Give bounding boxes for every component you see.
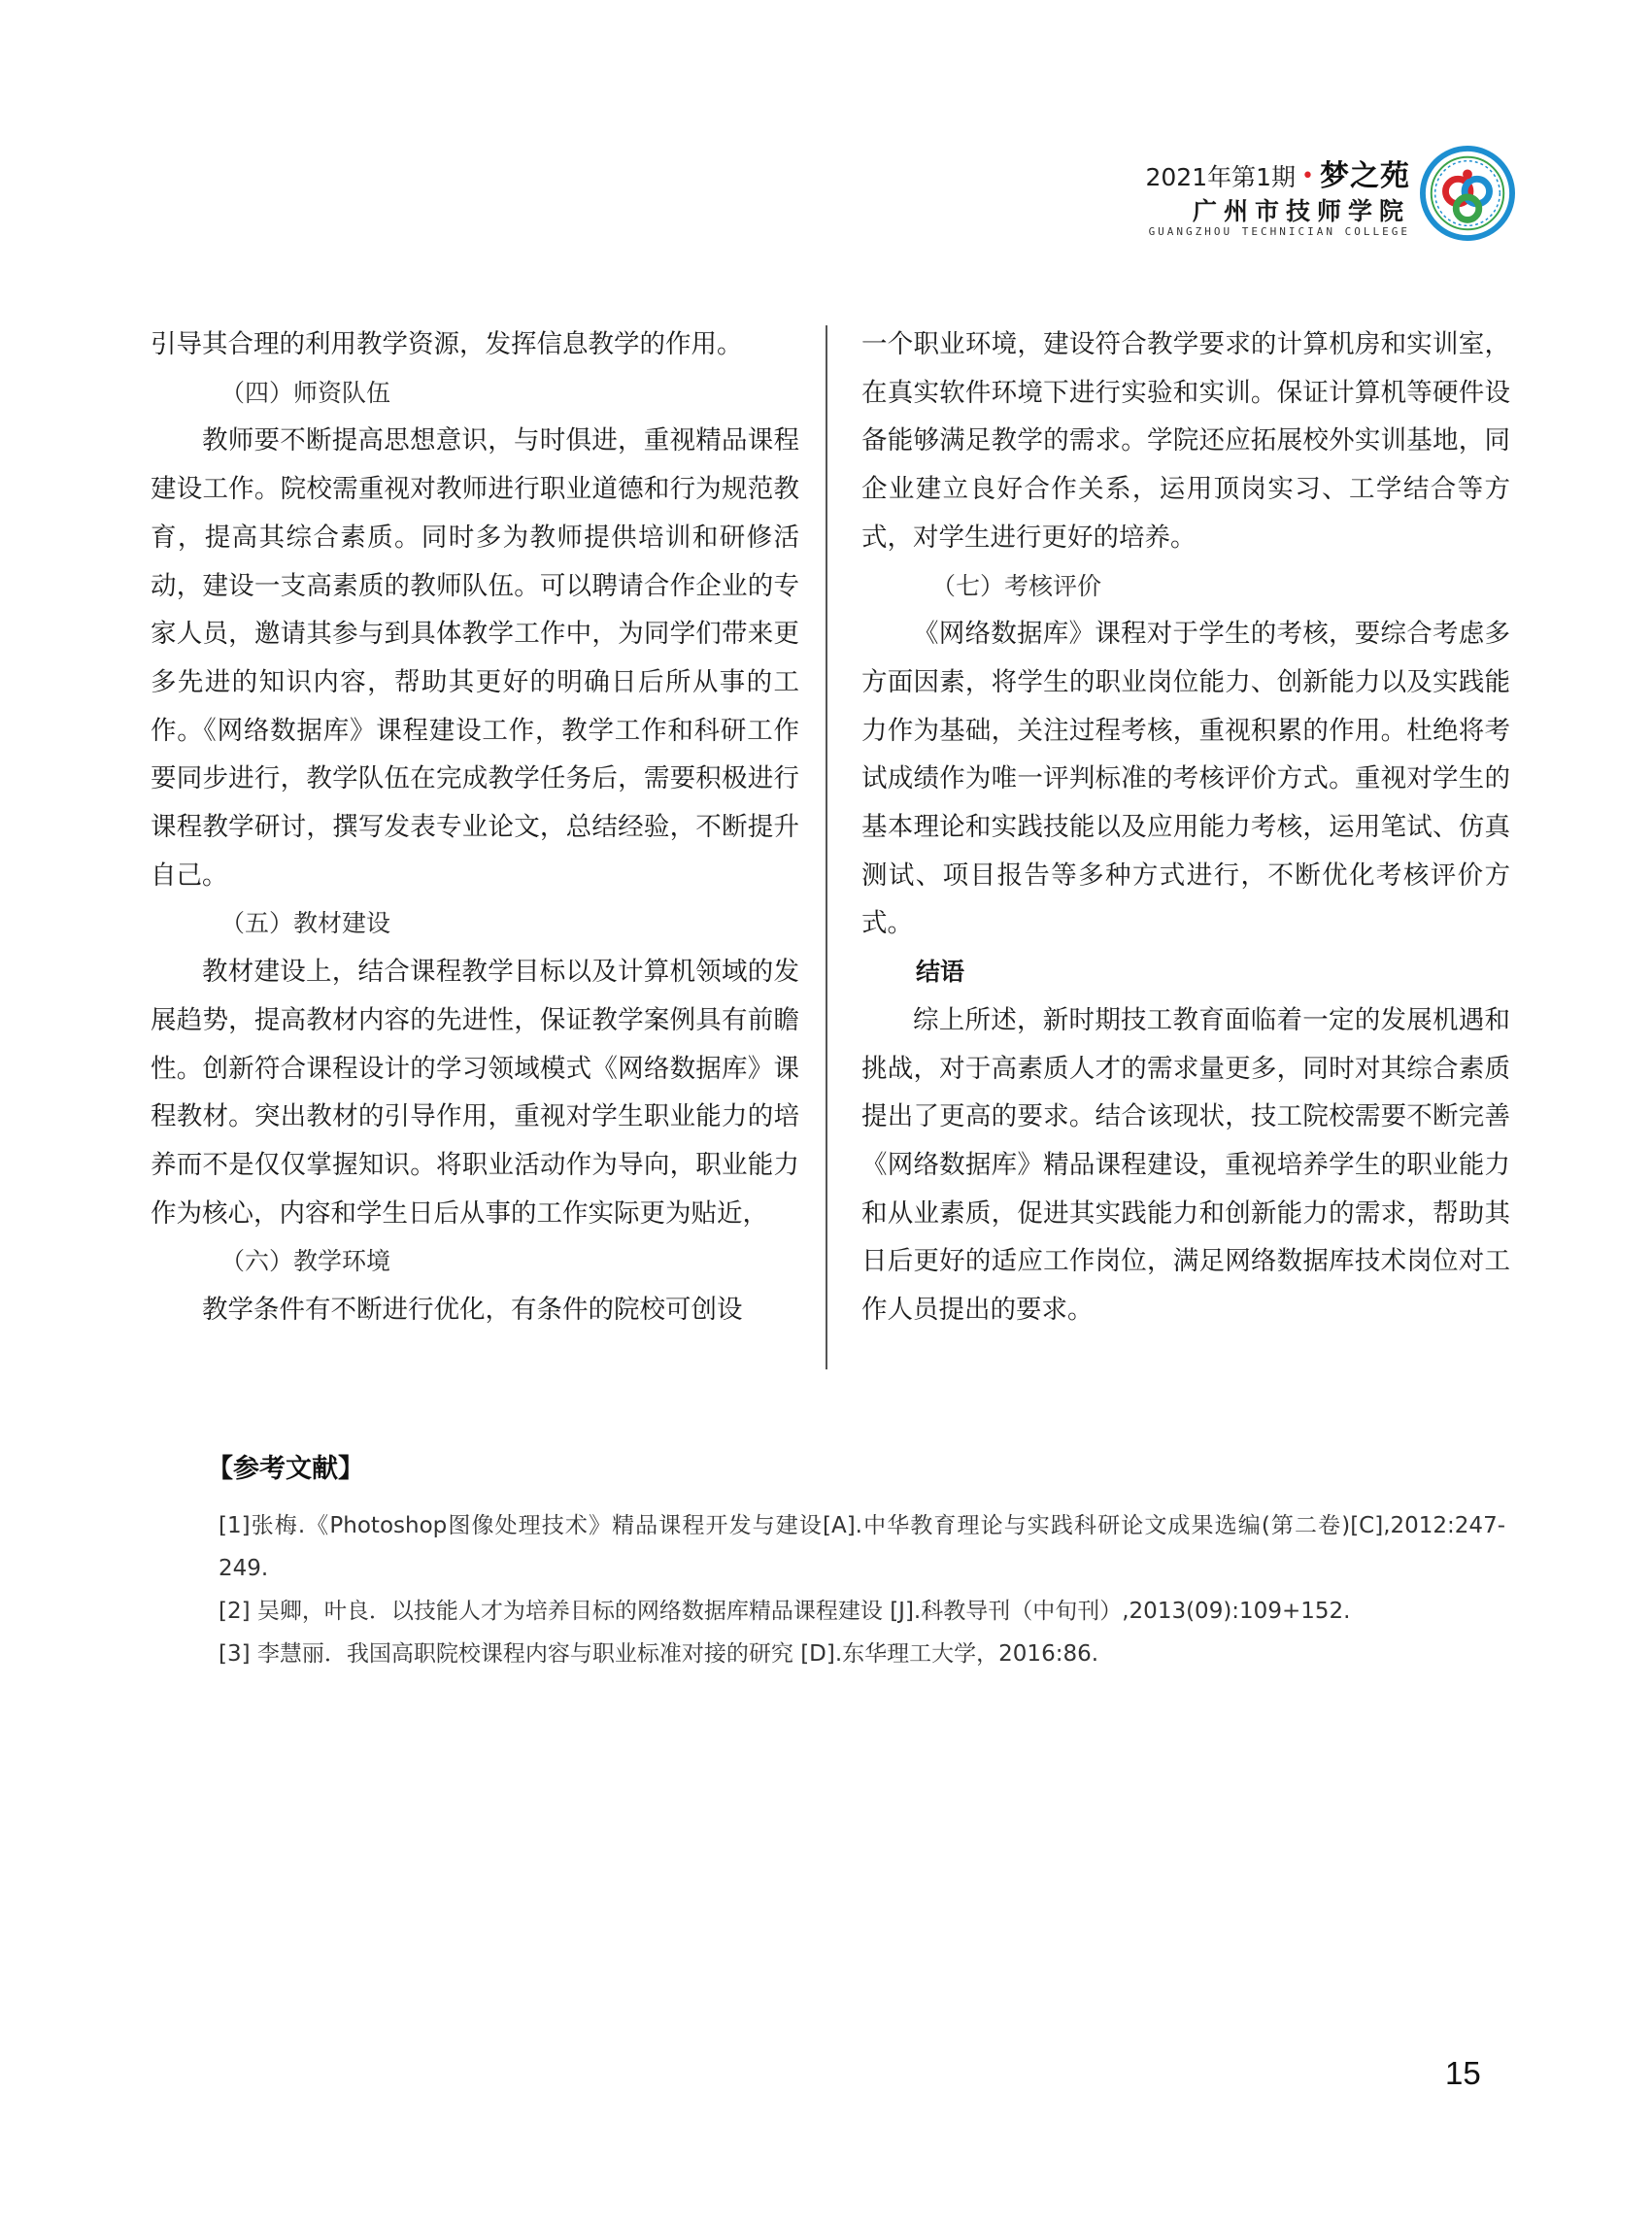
section-heading-6: （六）教学环境 bbox=[220, 1247, 391, 1276]
paragraph: 《网络数据库》课程对于学生的考核，要综合考虑多方面因素，将学生的职业岗位能力、创新能力以及实践能力作为基础，关注过程考核，重视积累的作用。杜绝将考试成绩作为唯一评判标准的考核评价方式。重视对学生的基本理论和实践技能以及应用能力考核，运用笔试、仿真测试、项目报告等多种方式进行，不断优化考核评价方式。 bbox=[861, 619, 1510, 939]
conclusion-heading: 结语 bbox=[916, 958, 965, 987]
reference-item: [2] 吴卿，叶良．以技能人才为培养目标的网络数据库精品课程建设 [J].科教导刊（中旬刊）,2013(09):109+152. bbox=[219, 1599, 1351, 1624]
references-section bbox=[151, 1447, 1505, 1675]
references-title: 【参考文献】 bbox=[207, 1454, 364, 1484]
right-column bbox=[861, 320, 1510, 1334]
page-number: 15 bbox=[1445, 2055, 1481, 2091]
reference-item: [1]张梅.《Photoshop图像处理技术》精品课程开发与建设[A].中华教育理论与实践科研论文成果选编(第二卷)[C],2012:247-249. bbox=[219, 1513, 1505, 1581]
section-heading-7: （七）考核评价 bbox=[931, 571, 1102, 600]
paragraph: 综上所述，新时期技工教育面临着一定的发展机遇和挑战，对于高素质人才的需求量更多，同时对其综合素质提出了更高的要求。结合该现状，技工院校需要不断完善《网络数据库》精品课程建设，重视培养学生的职业能力和从业素质，促进其实践能力和创新能力的需求，帮助其日后更好的适应工作岗位，满足网络数据库技术岗位对工作人员提出的要求。 bbox=[861, 1004, 1510, 1326]
column-divider bbox=[826, 325, 827, 1369]
college-logo-icon bbox=[1420, 146, 1515, 241]
school-name-cn: 广州市技师学院 bbox=[1192, 197, 1410, 225]
paragraph: 教材建设上，结合课程教学目标以及计算机领域的发展趋势，提高教材内容的先进性，保证教学案例具有前瞻性。创新符合课程设计的学习领域模式《网络数据库》课程教材。突出教材的引导作用，重视对学生职业能力的培养而不是仅仅掌握知识。将职业活动作为导向，职业能力作为核心，内容和学生日后从事的工作实际更为贴近， bbox=[151, 957, 799, 1229]
section-heading-5: （五）教材建设 bbox=[220, 909, 391, 938]
section-heading-4: （四）师资队伍 bbox=[220, 378, 391, 407]
paragraph: 教学条件有不断进行优化，有条件的院校可创设 bbox=[202, 1295, 743, 1326]
school-name-en: GUANGZHOU TECHNICIAN COLLEGE bbox=[1148, 225, 1410, 238]
paragraph: 一个职业环境，建设符合教学要求的计算机房和实训室，在真实软件环境下进行实验和实训。保证计算机等硬件设备能够满足教学的需求。学院还应拓展校外实训基地，同企业建立良好合作关系，运用顶岗实习、工学结合等方式，对学生进行更好的培养。 bbox=[861, 329, 1510, 553]
paragraph: 教师要不断提高思想意识，与时俱进，重视精品课程建设工作。院校需重视对教师进行职业道德和行为规范教育，提高其综合素质。同时多为教师提供培训和研修活动，建设一支高素质的教师队伍。可以聘请合作企业的专家人员，邀请其参与到具体教学工作中，为同学们带来更多先进的知识内容，帮助其更好的明确日后所从事的工作。《网络数据库》课程建设工作，教学工作和科研工作要同步进行，教学队伍在完成教学任务后，需要积极进行课程教学研讨，撰写发表专业论文，总结经验，不断提升自己。 bbox=[151, 425, 799, 891]
separator-dot: • bbox=[1301, 164, 1314, 188]
paragraph: 引导其合理的利用教学资源，发挥信息教学的作用。 bbox=[151, 329, 743, 359]
issue-label: 2021年第1期 bbox=[1145, 163, 1297, 191]
left-column bbox=[151, 320, 799, 1334]
reference-item: [3] 李慧丽．我国高职院校课程内容与职业标准对接的研究 [D].东华理工大学，2016:86. bbox=[219, 1641, 1099, 1667]
issue-line bbox=[1145, 152, 1410, 194]
page-header bbox=[1068, 146, 1525, 243]
magazine-title: 梦之苑 bbox=[1320, 159, 1410, 193]
